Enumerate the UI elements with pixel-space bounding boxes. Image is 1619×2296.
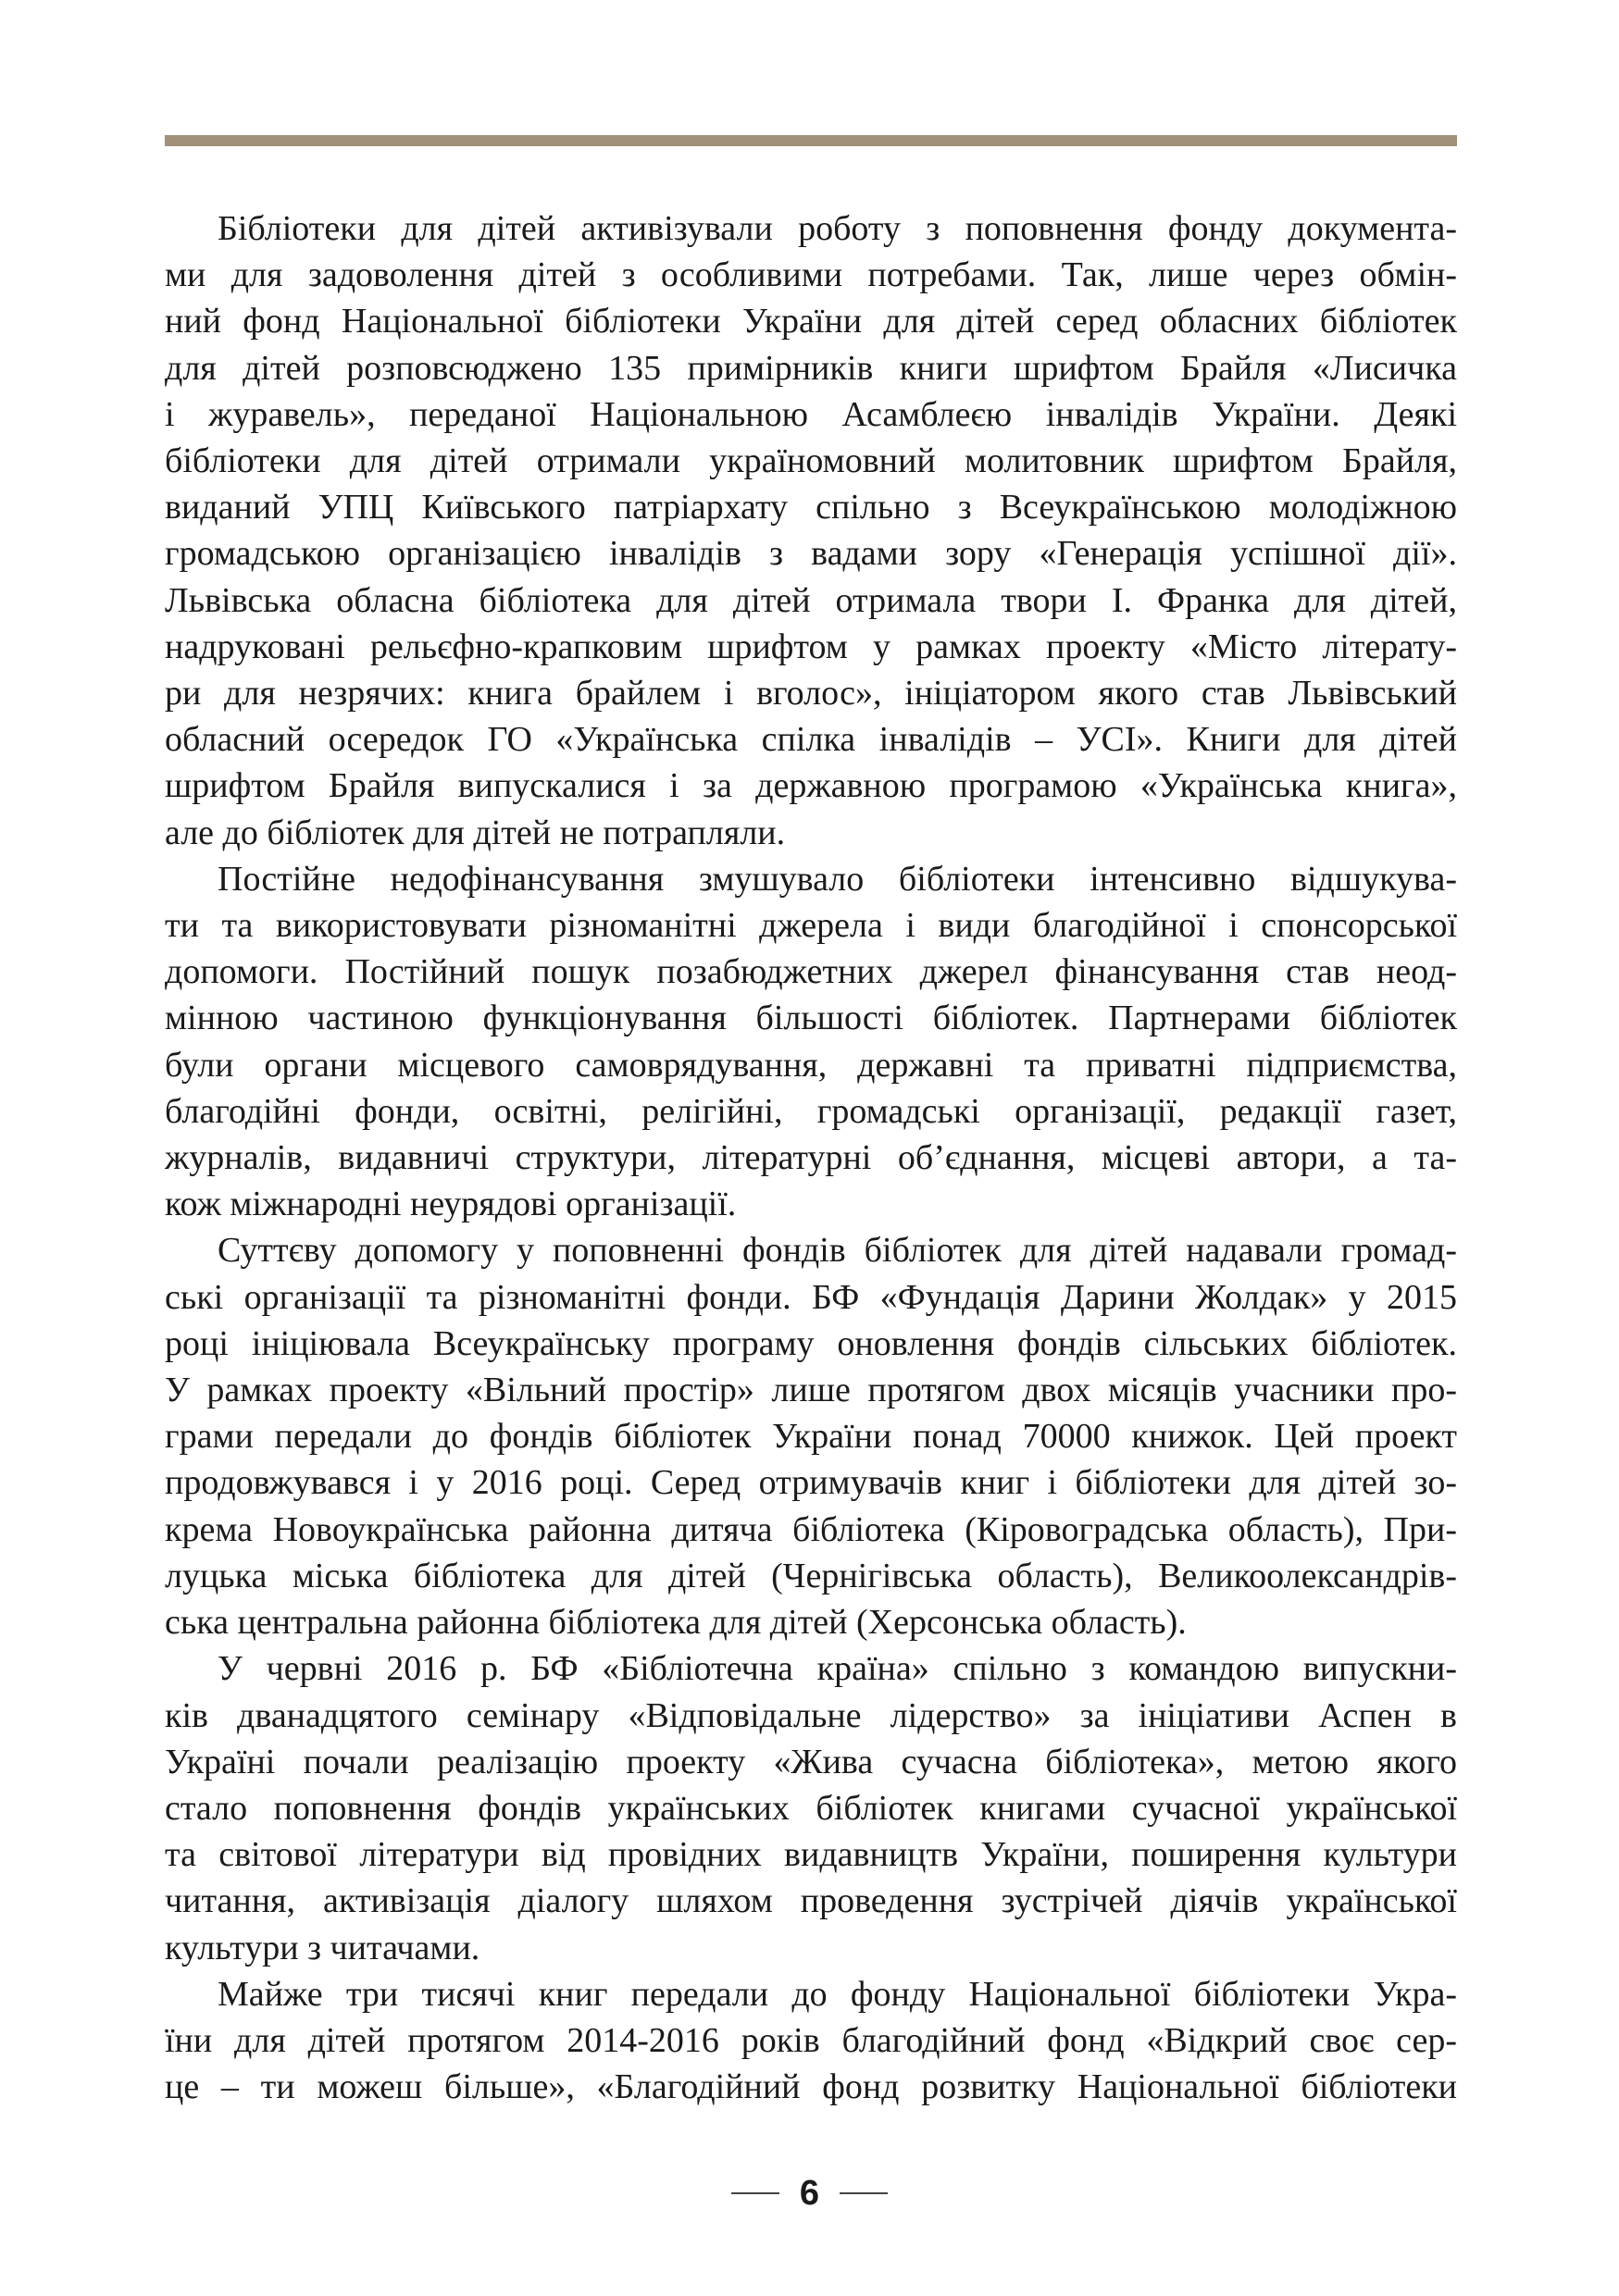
- text-line: обласний осередок ГО «Українська спілка інвалідів – УСІ». Книги для дітей: [165, 720, 1457, 760]
- text-line: читання, активізація діалогу шляхом проведення зустрічей діячів української: [165, 1881, 1457, 1921]
- paragraph: [165, 1227, 1457, 1645]
- text-line: громадською організацією інвалідів з вадами зору «Генерація успішної дії».: [165, 534, 1457, 574]
- text-line: виданий УПЦ Київського патріархату спільно з Всеукраїнською молодіжною: [165, 488, 1457, 527]
- text-line: культури з читачами.: [165, 1928, 480, 1967]
- text-line: ські організації та різноманітні фонди. БФ «Фундація Дарини Жолдак» у 2015: [165, 1277, 1457, 1317]
- paragraph: [165, 205, 1457, 856]
- header-rule: [165, 135, 1457, 146]
- footer-dash-left: [731, 2192, 779, 2194]
- text-line: ри для незрячих: книга брайлем і вголос», ініціатором якого став Львівський: [165, 674, 1457, 714]
- text-line: для дітей розповсюджено 135 примірників книги шрифтом Брайля «Лисичка: [165, 348, 1457, 388]
- text-line: Бібліотеки для дітей активізували роботу з поповнення фонду документа-: [218, 209, 1457, 248]
- page-number: 6: [799, 2173, 820, 2213]
- text-line: Суттєву допомогу у поповненні фондів бібліотек для дітей надавали громад-: [218, 1231, 1457, 1271]
- paragraph: [165, 1645, 1457, 1970]
- text-line: були органи місцевого самоврядування, державні та приватні підприємства,: [165, 1045, 1457, 1085]
- text-line: році ініціювала Всеукраїнську програму оновлення фондів сільських бібліотек.: [165, 1323, 1457, 1363]
- text-line: стало поповнення фондів українських бібліотек книгами сучасної української: [165, 1788, 1457, 1828]
- paragraph: [165, 1971, 1457, 2111]
- footer-dash-right: [840, 2192, 888, 2194]
- text-line: надруковані рельєфно-крапковим шрифтом у рамках проекту «Місто літерату-: [165, 627, 1457, 666]
- text-line: журналів, видавничі структури, літературні об’єднання, місцеві автори, а та-: [165, 1138, 1457, 1178]
- text-line: благодійні фонди, освітні, релігійні, громадські організації, редакції газет,: [165, 1091, 1457, 1131]
- text-line: продовжувався і у 2016 році. Серед отримувачів книг і бібліотеки для дітей зо-: [165, 1463, 1457, 1503]
- text-line: це – ти можеш більше», «Благодійний фонд розвитку Національної бібліотеки: [165, 2067, 1457, 2107]
- body-text: [165, 205, 1457, 2110]
- text-line: луцька міська бібліотека для дітей (Чернігівська область), Великоолександрів-: [165, 1556, 1457, 1595]
- text-line: їни для дітей протягом 2014-2016 років благодійний фонд «Відкрий своє сер-: [165, 2020, 1457, 2060]
- text-line: ська центральна районна бібліотека для дітей (Херсонська область).: [165, 1603, 1187, 1643]
- text-line: і журавель», переданої Національною Асамблеєю інвалідів України. Деякі: [165, 394, 1457, 434]
- text-line: Постійне недофінансування змушувало бібліотеки інтенсивно відшукува-: [218, 859, 1457, 899]
- text-line: кож міжнародні неурядові організації.: [165, 1185, 737, 1224]
- text-line: шрифтом Брайля випускалися і за державною програмою «Українська книга»,: [165, 766, 1457, 806]
- text-line: крема Новоукраїнська районна дитяча бібліотека (Кіровоградська область), При-: [165, 1509, 1457, 1549]
- text-line: Львівська обласна бібліотека для дітей отримала твори І. Франка для дітей,: [165, 580, 1457, 620]
- text-line: грами передали до фондів бібліотек України понад 70000 книжок. Цей проект: [165, 1417, 1457, 1457]
- page-footer: [0, 2166, 1619, 2221]
- text-line: Майже три тисячі книг передали до фонду Національної бібліотеки Укра-: [218, 1974, 1457, 2014]
- text-line: але до бібліотек для дітей не потрапляли.: [165, 813, 786, 852]
- text-line: Україні почали реалізацію проекту «Жива сучасна бібліотека», метою якого: [165, 1742, 1457, 1781]
- text-line: мінною частиною функціонування більшості бібліотек. Партнерами бібліотек: [165, 999, 1457, 1038]
- paragraph: [165, 856, 1457, 1228]
- text-line: допомоги. Постійний пошук позабюджетних джерел фінансування став неод-: [165, 952, 1457, 992]
- text-line: ти та використовувати різноманітні джерела і види благодійної і спонсорської: [165, 906, 1457, 946]
- text-line: ми для задоволення дітей з особливими потребами. Так, лише через обмін-: [165, 255, 1457, 295]
- text-line: та світової літератури від провідних видавництв України, поширення культури: [165, 1835, 1457, 1875]
- text-line: У рамках проекту «Вільний простір» лише протягом двох місяців учасники про-: [165, 1371, 1457, 1410]
- text-line: бібліотеки для дітей отримали україномовний молитовник шрифтом Брайля,: [165, 441, 1457, 481]
- text-line: ний фонд Національної бібліотеки України для дітей серед обласних бібліотек: [165, 302, 1457, 341]
- text-line: ків дванадцятого семінару «Відповідальне лідерство» за ініціативи Аспен в: [165, 1695, 1457, 1735]
- text-line: У червні 2016 р. БФ «Бібліотечна країна» спільно з командою випускни-: [218, 1649, 1457, 1689]
